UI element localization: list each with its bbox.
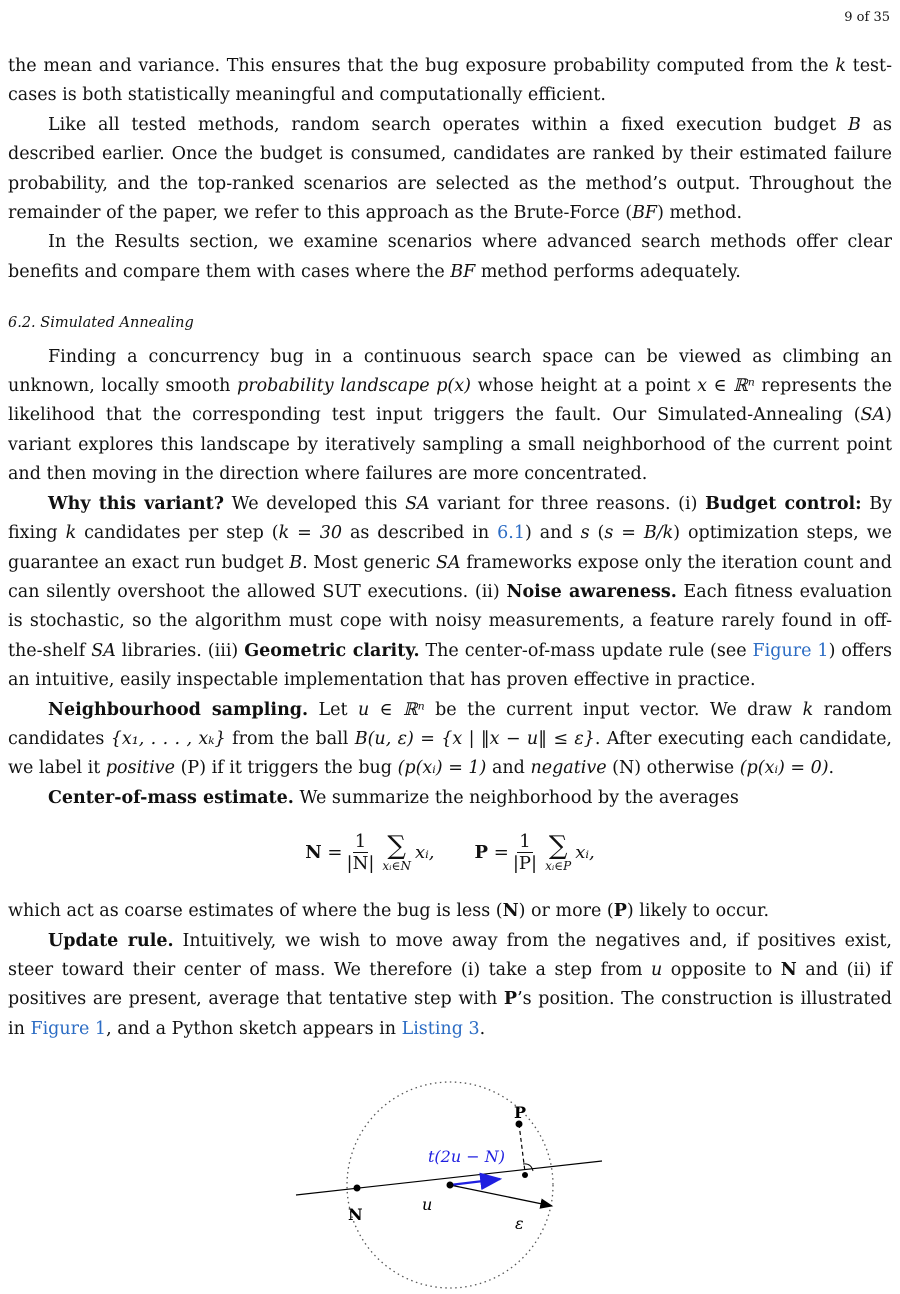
- epsilon-arrow: [450, 1185, 552, 1206]
- paragraph-continued: the mean and variance. This ensures that the bug exposure probability computed from the k test-cases is both statistically meaningful and computationally efficient.: [8, 56, 892, 106]
- page-number: 9 of 35: [844, 10, 890, 25]
- update-rule-figure: [290, 1000, 610, 1290]
- point-u: [447, 1182, 454, 1189]
- paragraph-results: In the Results section, we examine scenarios where advanced search methods offer clear benefits and compare them with cases where the BF method performs adequately.: [8, 232, 892, 282]
- paragraph-budget: Like all tested methods, random search operates within a fixed execution budget B as described earlier. Once the budget is consumed, candidates are ranked by their estimated failure probability, and the top-ranked scenarios are selected as the method’s output. Throughout the remainder of the paper, we refer to this approach as the Brute-Force (BF) method.: [8, 114, 892, 224]
- figure-link[interactable]: Figure 1: [30, 1018, 107, 1039]
- label-step: t(2u − N): [428, 1147, 505, 1166]
- projection-line: [519, 1124, 525, 1172]
- step-arrow: [450, 1179, 500, 1185]
- label-N: N: [348, 1205, 363, 1224]
- section-heading: 6.2. Simulated Annealing: [8, 315, 194, 332]
- paragraph-update-rule: Update rule. Intuitively, we wish to move away from the negatives and, if positives exist, steer toward their center of mass. We therefore (i) take a step from u opposite to N and (ii) if positives are present, average that tentative step with P’s position. The construction is illustrated in Figure 1, and a Python sketch appears in Listing 3.: [8, 930, 892, 1039]
- paragraph-neighbourhood: Neighbourhood sampling. Let u ∈ ℝⁿ be the current input vector. We draw k random candidates {x₁, . . . , xₖ} from the ball B(u, ε) = {x | ‖x − u‖ ≤ ε}. After executing each candidate, we label it positive (P) if it triggers the bug (p(xᵢ) = 1) and negative (N) otherwise (p(xᵢ) = 0).: [8, 699, 893, 779]
- paper-body: [8, 52, 892, 1044]
- label-P: P: [514, 1103, 527, 1122]
- section-link[interactable]: 6.1: [497, 523, 525, 544]
- n-u-line: [296, 1161, 602, 1195]
- label-epsilon: ε: [515, 1214, 524, 1233]
- figure-link[interactable]: Figure 1: [752, 640, 829, 661]
- paragraph-center-of-mass: Center-of-mass estimate. We summarize the neighborhood by the averages: [48, 787, 739, 808]
- paragraph-why-variant: Why this variant? We developed this SA variant for three reasons. (i) Budget control: By fixing k candidates per step (k = 30 as described in 6.1) and s (s = B/k) optimization steps, we guarantee an exact run budget B. Most generic SA frameworks expose only the iteration count and can silently overshoot the allowed SUT executions. (ii) Noise awareness. Each fitness evaluation is stochastic, so the algorithm must cope with noisy measurements, a feature rarely found in off-the-shelf SA libraries. (iii) Geometric clarity. The center-of-mass update rule (see Figure 1) offers an intuitive, easily inspectable implementation that has proven effective in practice.: [8, 493, 893, 691]
- point-projection: [522, 1172, 528, 1178]
- paragraph-landscape: Finding a concurrency bug in a continuous search space can be viewed as climbing an unknown, locally smooth probability landscape p(x) whose height at a point x ∈ ℝⁿ represents the likelihood that the corresponding test input triggers the fault. Our Simulated-Annealing (SA) variant explores this landscape by iteratively sampling a small neighborhood of the current point and then moving in the direction where failures are more concentrated.: [8, 346, 892, 485]
- center-of-mass-equation: N = $\frac{1}{|N|}$ ∑ xᵢ∈N xᵢ, P = $\frac{1}{|P|}$ ∑ xᵢ∈P xᵢ,: [305, 830, 595, 874]
- point-N: [354, 1185, 361, 1192]
- figure-diagram: [290, 1000, 610, 1290]
- label-u: u: [422, 1195, 433, 1214]
- paragraph-estimates: which act as coarse estimates of where the bug is less (N) or more (P) likely to occur.: [8, 901, 770, 922]
- listing-link[interactable]: Listing 3: [401, 1018, 480, 1039]
